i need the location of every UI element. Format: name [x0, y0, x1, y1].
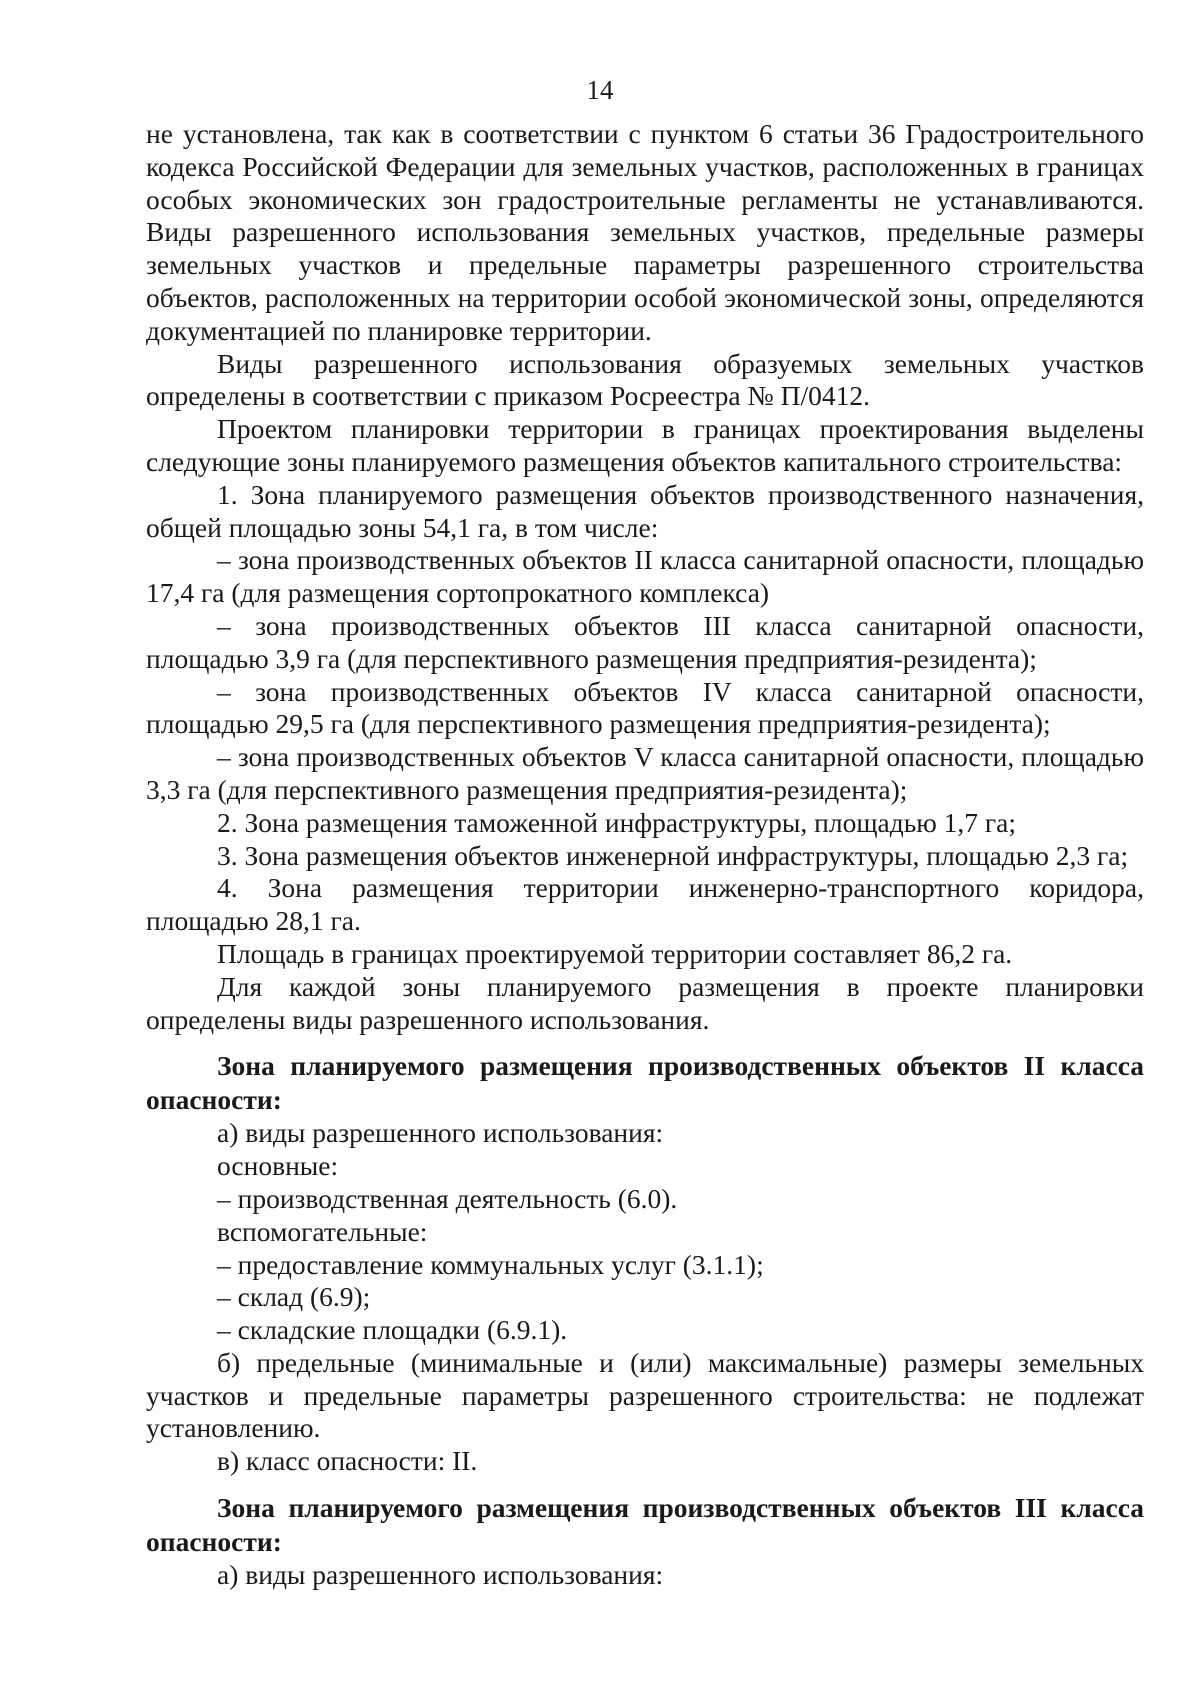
- paragraph-regulations: не установлена, так как в соответствии с пунктом 6 статьи 36 Градостроительного кодекса Российской Федерации для земельных участков, расположенных в границах особых экономических зон градостроительные регламенты не устанавливаются. Виды разрешенного использования земельных участков, предельные размеры земельных участков и предельные параметры разрешенного строительства объектов, расположенных на территории особой экономической зоны, определяются документацией по планировке территории.: [146, 118, 1144, 346]
- paragraph-zone-4: 4. Зона размещения территории инженерно-транспортного коридора, площадью 28,1 га.: [146, 872, 1144, 937]
- list-item: – складские площадки (6.9.1).: [217, 1314, 568, 1346]
- list-item: – производственная деятельность (6.0).: [217, 1182, 678, 1214]
- paragraph-zone-3: 3. Зона размещения объектов инженерной инфраструктуры, площадью 2,3 га;: [217, 839, 1129, 871]
- paragraph-permitted-use: Виды разрешенного использования образуемых земельных участков определены в соответствии с приказом Росреестра № П/0412.: [146, 347, 1144, 412]
- list-item: – предоставление коммунальных услуг (3.1.1);: [217, 1248, 764, 1280]
- paragraph-zone-1-class-2: – зона производственных объектов II класса санитарной опасности, площадью 17,4 га (для размещения сортопрокатного комплекса): [146, 544, 1144, 609]
- list-item: а) виды разрешенного использования:: [217, 1559, 664, 1591]
- list-item: основные:: [217, 1150, 339, 1182]
- paragraph-zone-1-class-5: – зона производственных объектов V класса санитарной опасности, площадью 3,3 га (для перспективного размещения предприятия-резидента);: [146, 741, 1144, 805]
- document-body: [146, 118, 1144, 1592]
- list-item: вспомогательные:: [217, 1215, 428, 1247]
- paragraph-zone-1: 1. Зона планируемого размещения объектов производственного назначения, общей площадью зоны 54,1 га, в том числе:: [146, 478, 1144, 543]
- paragraph-zone-1-class-3: – зона производственных объектов III класса санитарной опасности, площадью 3,9 га (для перспективного размещения предприятия-резидента);: [146, 609, 1144, 674]
- paragraph-zone-2: 2. Зона размещения таможенной инфраструктуры, площадью 1,7 га;: [217, 806, 1017, 838]
- paragraph-usage-per-zone: Для каждой зоны планируемого размещения в проекте планировки определены виды разрешенного использования.: [146, 970, 1144, 1035]
- paragraph-zones-intro: Проектом планировки территории в границах проектирования выделены следующие зоны планируемого размещения объектов капитального строительства:: [146, 413, 1144, 477]
- section-heading-class-2: Зона планируемого размещения производственных объектов II класса опасности:: [146, 1050, 1144, 1116]
- paragraph-limits: б) предельные (минимальные и (или) максимальные) размеры земельных участков и предельные параметры разрешенного строительства: не подлежат установлению.: [146, 1346, 1144, 1444]
- list-item: – склад (6.9);: [217, 1281, 371, 1313]
- page-number: 14: [586, 75, 614, 105]
- section-heading-class-3: Зона планируемого размещения производственных объектов III класса опасности:: [146, 1492, 1144, 1558]
- list-item: а) виды разрешенного использования:: [217, 1117, 664, 1149]
- paragraph-zone-1-class-4: – зона производственных объектов IV класса санитарной опасности, площадью 29,5 га (для перспективного размещения предприятия-резидента);: [146, 675, 1144, 740]
- paragraph-total-area: Площадь в границах проектируемой территории составляет 86,2 га.: [217, 937, 1013, 969]
- hazard-class: в) класс опасности: II.: [217, 1445, 478, 1477]
